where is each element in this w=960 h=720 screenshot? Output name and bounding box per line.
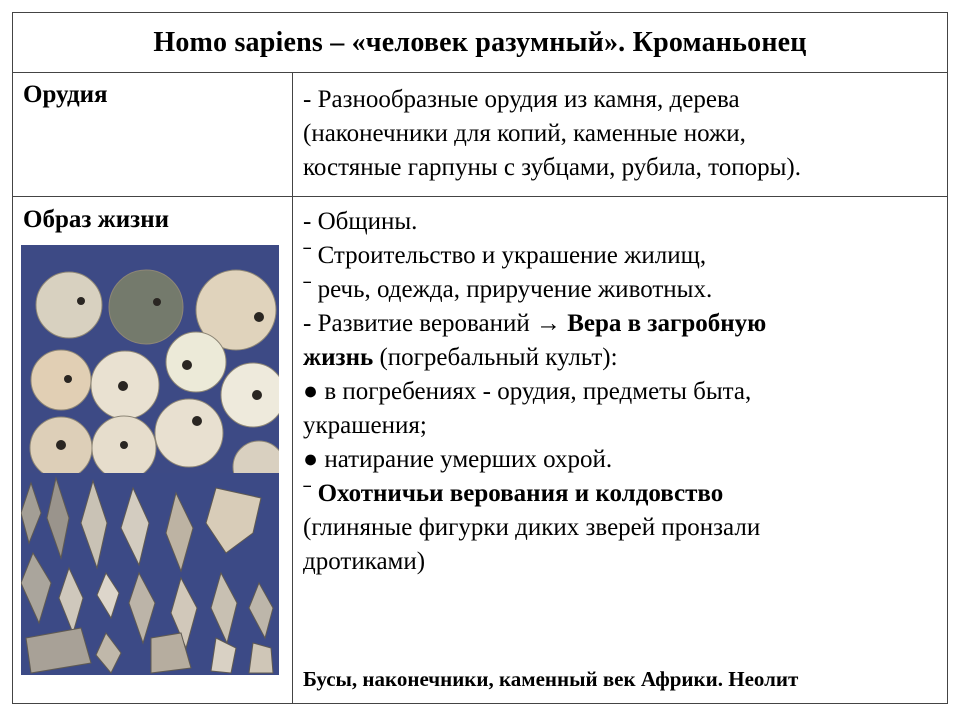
text-line: ˉ речь, одежда, приручение животных. — [303, 276, 713, 303]
text-line: (глиняные фигурки диких зверей пронзали — [303, 514, 761, 541]
text-line: ● в погребениях - орудия, предметы быта, — [303, 378, 752, 405]
text-line: ˉ Охотничьи верования и колдовство — [303, 480, 724, 507]
tick-mark: ˉ — [303, 242, 312, 269]
row-label-tools: Орудия — [23, 81, 108, 108]
lifestyle-description — [303, 205, 941, 579]
arrowheads-photo — [21, 473, 279, 675]
row-divider — [13, 196, 947, 197]
text-line: - Общины. — [303, 208, 418, 235]
photo-caption: Бусы, наконечники, каменный век Африки. Неолит — [303, 667, 799, 691]
tools-description — [303, 83, 941, 185]
column-divider — [292, 73, 293, 703]
text-line: (наконечники для копий, каменные ножи, — [303, 120, 746, 147]
text-line: - Разнообразные орудия из камня, дерева — [303, 86, 740, 113]
text-line: дротиками) — [303, 548, 426, 575]
text-line: украшения; — [303, 412, 427, 439]
tick-mark: ˉ — [303, 480, 312, 507]
beads-photo — [21, 245, 279, 473]
text-line: жизнь (погребальный культ): — [303, 344, 618, 371]
text-line: костяные гарпуны с зубцами, рубила, топоры). — [303, 154, 801, 181]
content-table — [12, 12, 948, 704]
text-line: - Развитие верований → Вера в загробную — [303, 310, 767, 337]
text-line: ˉ Строительство и украшение жилищ, — [303, 242, 707, 269]
title-row — [13, 13, 947, 73]
text-line: ● натирание умерших охрой. — [303, 446, 613, 473]
row-label-lifestyle: Образ жизни — [23, 206, 170, 233]
tick-mark: ˉ — [303, 276, 312, 303]
page-title: Homo sapiens – «человек разумный». Кроманьонец — [153, 26, 807, 58]
